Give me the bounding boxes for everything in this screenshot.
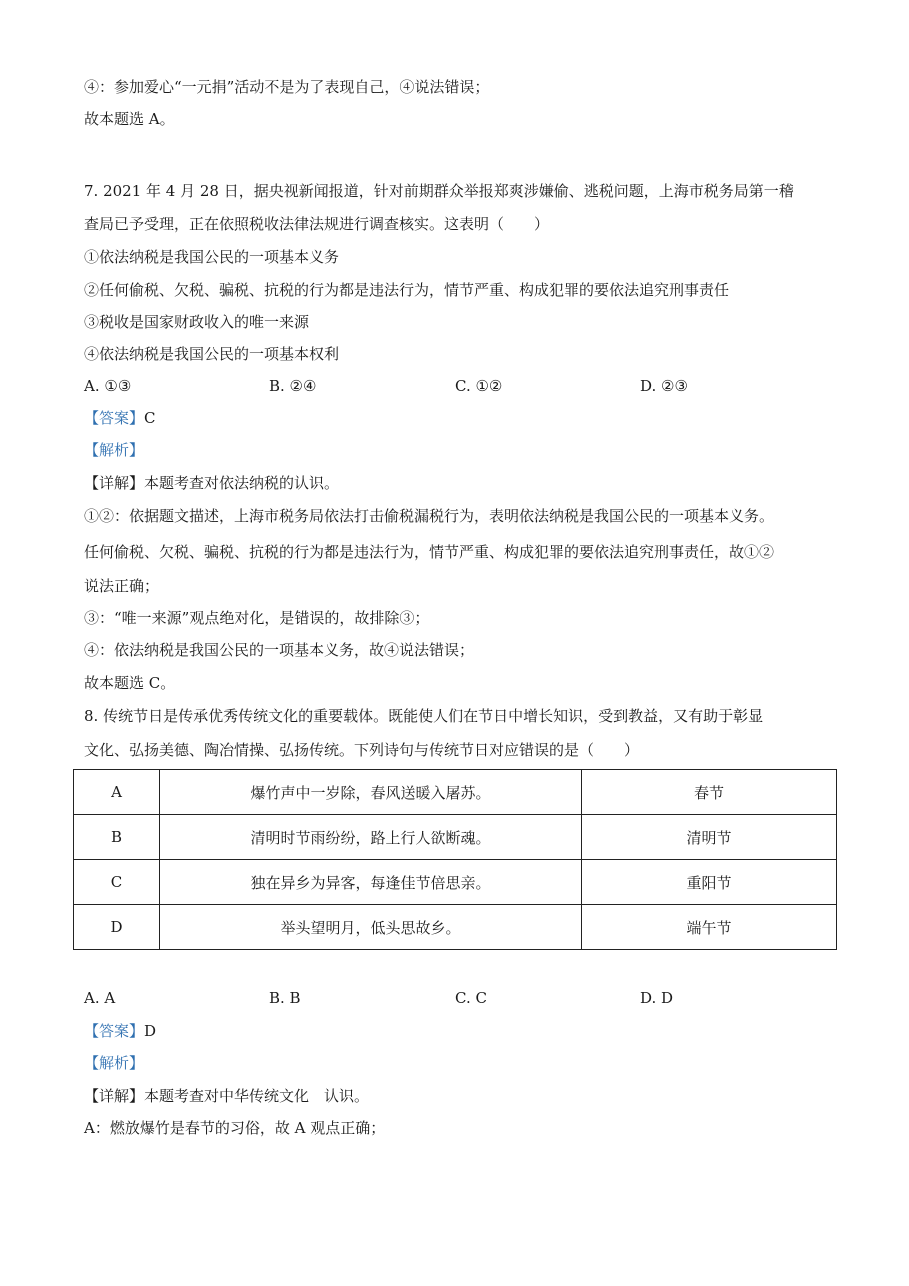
prev-conclusion: 故本题选 A。 — [84, 110, 175, 128]
answer-label: 【答案】 — [84, 1022, 145, 1040]
q7-stem-line2: 查局已予受理，正在依照税收法律法规进行调查核实。这表明（ ） — [84, 215, 550, 233]
table-cell-festival: 春节 — [582, 770, 837, 815]
q8-option-d: D. D — [640, 989, 674, 1007]
q7-statement-1: ①依法纳税是我国公民的一项基本义务 — [84, 248, 340, 266]
table-cell-poem: 举头望明月，低头思故乡。 — [160, 905, 582, 950]
q7-option-b: B. ②④ — [269, 377, 317, 395]
q7-analysis-p1: ①②：依据题文描述，上海市税务局依法打击偷税漏税行为，表明依法纳税是我国公民的一项基本义务。 — [84, 507, 775, 525]
table-cell-festival: 清明节 — [582, 815, 837, 860]
q8-option-a: A. A — [84, 989, 116, 1007]
q7-statement-3: ③税收是国家财政收入的唯一来源 — [84, 313, 310, 331]
q7-option-d: D. ②③ — [640, 377, 688, 395]
q7-answer — [84, 408, 156, 428]
table-cell-poem: 清明时节雨纷纷，路上行人欲断魂。 — [160, 815, 582, 860]
q8-stem-line1: 8. 传统节日是传承优秀传统文化的重要载体。既能使人们在节日中增长知识，受到教益，又有助于彰显 — [84, 707, 764, 725]
table-row — [74, 905, 837, 950]
answer-value: D — [144, 1022, 157, 1040]
q7-analysis-label: 【解析】 — [84, 441, 145, 459]
answer-value: C — [144, 409, 156, 427]
q7-options — [84, 376, 824, 396]
prev-analysis-line: ④：参加爱心“一元捐”活动不是为了表现自己，④说法错误； — [84, 78, 490, 96]
q7-analysis-p5: ④：依法纳税是我国公民的一项基本义务，故④说法错误； — [84, 641, 475, 659]
table-row — [74, 815, 837, 860]
table-cell-poem: 独在异乡为异客，每逢佳节倍思亲。 — [160, 860, 582, 905]
table-cell-option: B — [74, 815, 160, 860]
q8-analysis-p1: A：燃放爆竹是春节的习俗，故 A 观点正确； — [84, 1119, 386, 1137]
q7-statement-4: ④依法纳税是我国公民的一项基本权利 — [84, 345, 340, 363]
q8-stem-line2: 文化、弘扬美德、陶冶情操、弘扬传统。下列诗句与传统节日对应错误的是（ ） — [84, 741, 640, 759]
q7-statement-2: ②任何偷税、欠税、骗税、抗税的行为都是违法行为，情节严重、构成犯罪的要依法追究刑事责任 — [84, 281, 730, 299]
q8-option-c: C. C — [455, 989, 487, 1007]
table-cell-festival: 重阳节 — [582, 860, 837, 905]
q8-options — [84, 988, 824, 1008]
q7-detail: 【详解】本题考查对依法纳税的认识。 — [84, 474, 340, 492]
table-cell-poem: 爆竹声中一岁除，春风送暖入屠苏。 — [160, 770, 582, 815]
q8-analysis-label: 【解析】 — [84, 1054, 145, 1072]
q7-conclusion: 故本题选 C。 — [84, 674, 176, 692]
q8-option-b: B. B — [269, 989, 301, 1007]
q8-detail: 【详解】本题考查对中华传统文化 认识。 — [84, 1087, 370, 1105]
q7-analysis-p2: 任何偷税、欠税、骗税、抗税的行为都是违法行为，情节严重、构成犯罪的要依法追究刑事责任，故①② — [84, 543, 775, 561]
q7-analysis-p4: ③：“唯一来源”观点绝对化，是错误的，故排除③； — [84, 609, 430, 627]
table-row — [74, 860, 837, 905]
table-cell-festival: 端午节 — [582, 905, 837, 950]
table-row — [74, 770, 837, 815]
table-cell-option: A — [74, 770, 160, 815]
q8-answer — [84, 1021, 156, 1041]
table-cell-option: C — [74, 860, 160, 905]
q7-stem-line1: 7. 2021 年 4 月 28 日，据央视新闻报道，针对前期群众举报郑爽涉嫌偷、逃税问题，上海市税务局第一稽 — [84, 182, 794, 200]
table-cell-option: D — [74, 905, 160, 950]
q7-option-c: C. ①② — [455, 377, 503, 395]
answer-label: 【答案】 — [84, 409, 145, 427]
q7-option-a: A. ①③ — [84, 377, 132, 395]
festival-table — [73, 769, 837, 950]
q7-analysis-p3: 说法正确； — [84, 577, 160, 595]
